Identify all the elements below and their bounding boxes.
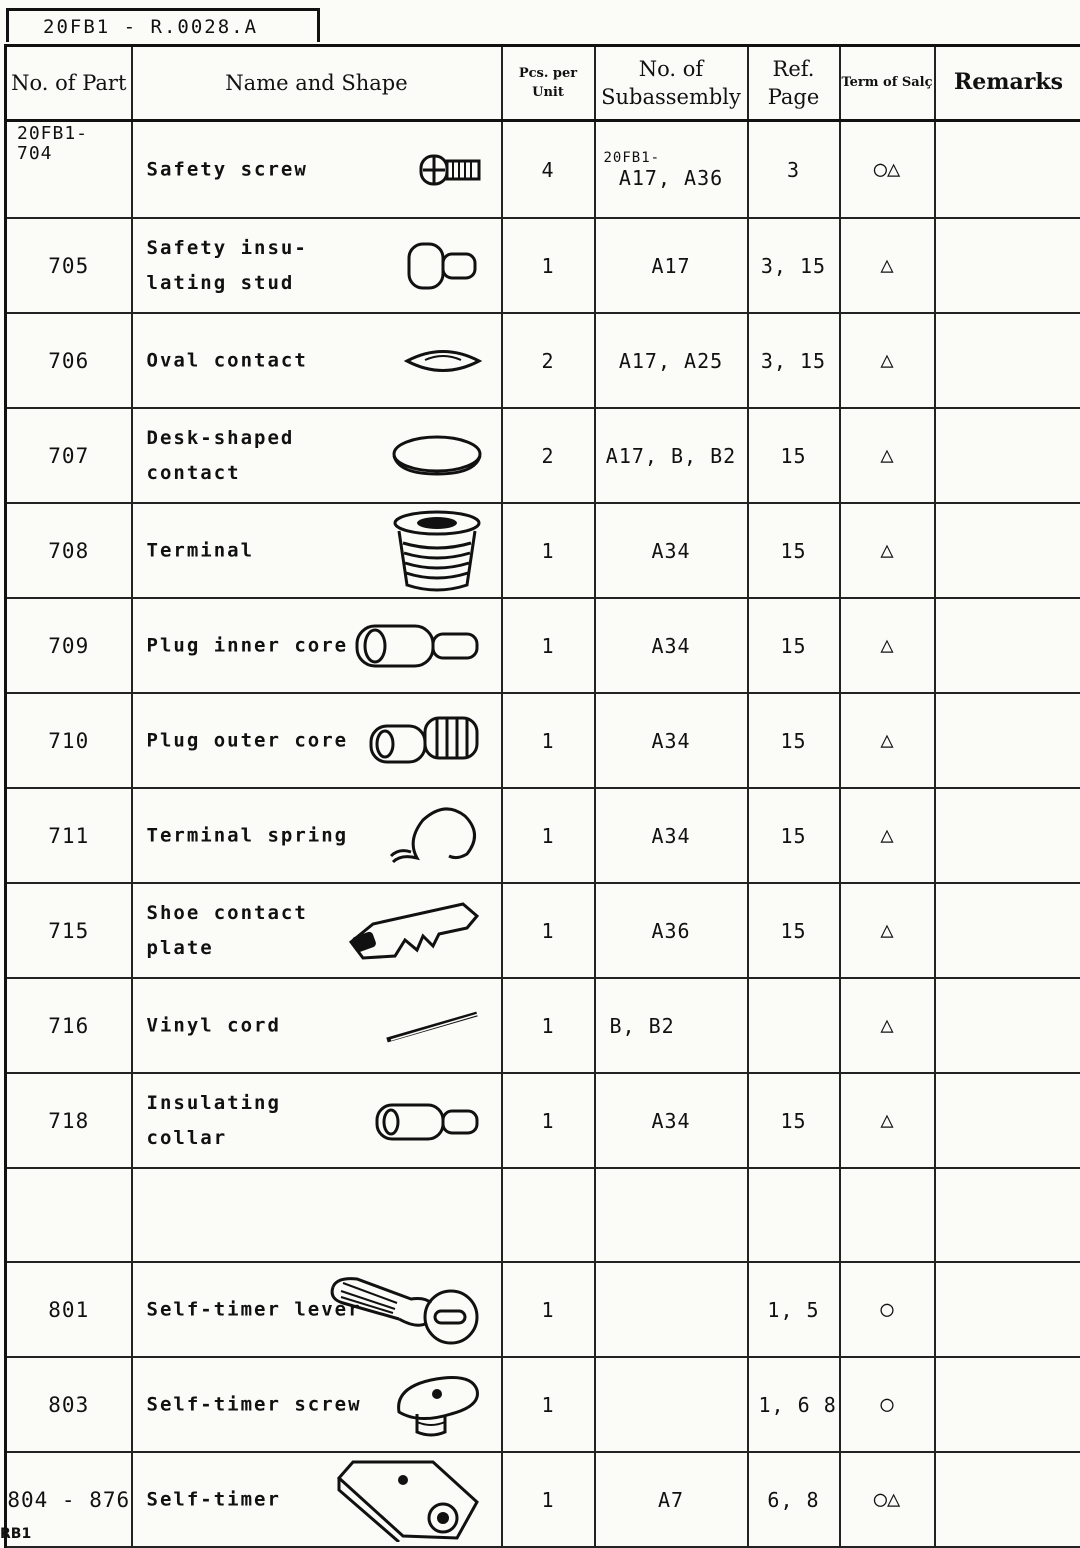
subassembly: A34 bbox=[595, 598, 748, 693]
pcs-per-unit: 1 bbox=[502, 218, 595, 313]
remarks bbox=[935, 598, 1080, 693]
table-row bbox=[6, 503, 1080, 598]
pcs-per-unit: 1 bbox=[502, 1357, 595, 1452]
part-number: 716 bbox=[6, 978, 132, 1073]
subassembly: B, B2 bbox=[595, 978, 748, 1073]
term-of-sale: ○△ bbox=[840, 1452, 935, 1547]
remarks bbox=[935, 1073, 1080, 1168]
header-subassembly: No. of Subassembly bbox=[595, 46, 748, 121]
part-name-cell bbox=[132, 693, 502, 788]
blank-cell bbox=[502, 1168, 595, 1262]
insulating-stud-icon bbox=[403, 238, 483, 294]
part-name: Oval contact bbox=[147, 343, 367, 378]
pcs-per-unit: 2 bbox=[502, 313, 595, 408]
term-of-sale: △ bbox=[840, 693, 935, 788]
part-name-cell bbox=[132, 1073, 502, 1168]
part-name-cell bbox=[132, 313, 502, 408]
term-of-sale: △ bbox=[840, 408, 935, 503]
part-name: Plug inner core bbox=[147, 628, 367, 663]
table-row bbox=[6, 883, 1080, 978]
plug-inner-core-icon bbox=[353, 620, 483, 672]
disk-contact-icon bbox=[391, 434, 483, 478]
pcs-per-unit: 1 bbox=[502, 1073, 595, 1168]
plug-outer-core-icon bbox=[367, 712, 483, 770]
part-number: 803 bbox=[6, 1357, 132, 1452]
vinyl-cord-icon bbox=[383, 1006, 483, 1046]
pcs-per-unit: 1 bbox=[502, 1262, 595, 1357]
header-remarks: Remarks bbox=[935, 46, 1080, 121]
part-number: 711 bbox=[6, 788, 132, 883]
pcs-per-unit: 1 bbox=[502, 883, 595, 978]
ref-page: 3, 15 bbox=[748, 218, 840, 313]
part-name: Insulating collar bbox=[147, 1086, 367, 1156]
remarks bbox=[935, 978, 1080, 1073]
pcs-per-unit: 4 bbox=[502, 121, 595, 219]
remarks bbox=[935, 503, 1080, 598]
pcs-per-unit: 1 bbox=[502, 978, 595, 1073]
remarks bbox=[935, 883, 1080, 978]
pcs-per-unit: 1 bbox=[502, 693, 595, 788]
ref-page: 1, 6 8 bbox=[748, 1357, 840, 1452]
subassembly: A7 bbox=[595, 1452, 748, 1547]
part-name-cell bbox=[132, 788, 502, 883]
table-row bbox=[6, 121, 1080, 219]
blank-cell bbox=[840, 1168, 935, 1262]
header-pcs-per-unit: Pcs. per Unit bbox=[502, 46, 595, 121]
table-header-row bbox=[6, 46, 1080, 121]
ref-page: 6, 8 bbox=[748, 1452, 840, 1547]
subassembly: A34 bbox=[595, 1073, 748, 1168]
pcs-per-unit: 2 bbox=[502, 408, 595, 503]
part-name-cell bbox=[132, 503, 502, 598]
subassembly: A34 bbox=[595, 693, 748, 788]
part-name: Safety screw bbox=[147, 152, 367, 187]
table-row bbox=[6, 693, 1080, 788]
part-name: Vinyl cord bbox=[147, 1008, 367, 1043]
part-name: Self-timer screw bbox=[147, 1387, 367, 1422]
self-timer-lever-icon bbox=[327, 1273, 483, 1347]
part-name: Terminal bbox=[147, 533, 367, 568]
table-row bbox=[6, 408, 1080, 503]
term-of-sale: △ bbox=[840, 788, 935, 883]
part-number: 706 bbox=[6, 313, 132, 408]
blank-row bbox=[6, 1168, 1080, 1262]
remarks bbox=[935, 788, 1080, 883]
part-name: Terminal spring bbox=[147, 818, 377, 853]
subassembly: A17, B, B2 bbox=[595, 408, 748, 503]
ref-page: 15 bbox=[748, 1073, 840, 1168]
table-row bbox=[6, 1357, 1080, 1452]
safety-screw-icon bbox=[419, 153, 483, 187]
table-row bbox=[6, 218, 1080, 313]
term-of-sale: ○△ bbox=[840, 121, 935, 219]
remarks bbox=[935, 1262, 1080, 1357]
part-number: 804 - 876 bbox=[6, 1452, 132, 1547]
header-name-shape: Name and Shape bbox=[132, 46, 502, 121]
subassembly: A36 bbox=[595, 883, 748, 978]
ref-page: 15 bbox=[748, 598, 840, 693]
table-row bbox=[6, 978, 1080, 1073]
blank-cell bbox=[935, 1168, 1080, 1262]
subassembly: A34 bbox=[595, 503, 748, 598]
part-number: 707 bbox=[6, 408, 132, 503]
part-name-cell bbox=[132, 408, 502, 503]
term-of-sale: △ bbox=[840, 598, 935, 693]
document-id: 20FB1 - R.0028.A bbox=[6, 8, 320, 42]
subassembly-prefix: 20FB1- bbox=[596, 150, 747, 166]
subassembly bbox=[595, 1357, 748, 1452]
ref-page: 1, 5 bbox=[748, 1262, 840, 1357]
part-name: Safety insu- lating stud bbox=[147, 231, 367, 301]
self-timer-screw-icon bbox=[391, 1370, 483, 1440]
header-ref-page: Ref. Page bbox=[748, 46, 840, 121]
shoe-contact-plate-icon bbox=[343, 900, 483, 962]
part-number: 708 bbox=[6, 503, 132, 598]
part-name-cell bbox=[132, 121, 502, 219]
blank-cell bbox=[595, 1168, 748, 1262]
pcs-per-unit: 1 bbox=[502, 503, 595, 598]
subassembly bbox=[595, 1262, 748, 1357]
insulating-collar-icon bbox=[373, 1099, 483, 1143]
part-name: Shoe contact plate bbox=[147, 896, 367, 966]
remarks bbox=[935, 121, 1080, 219]
terminal-icon bbox=[391, 509, 483, 593]
ref-page: 15 bbox=[748, 503, 840, 598]
remarks bbox=[935, 693, 1080, 788]
remarks bbox=[935, 218, 1080, 313]
blank-cell bbox=[748, 1168, 840, 1262]
part-name-cell bbox=[132, 978, 502, 1073]
table-row bbox=[6, 1262, 1080, 1357]
terminal-spring-icon bbox=[387, 804, 483, 868]
term-of-sale: ○ bbox=[840, 1262, 935, 1357]
part-number: 705 bbox=[6, 218, 132, 313]
table-row bbox=[6, 1452, 1080, 1547]
subassembly: A17, A25 bbox=[595, 313, 748, 408]
self-timer-icon bbox=[333, 1458, 483, 1542]
ref-page: 3 bbox=[748, 121, 840, 219]
part-number: 710 bbox=[6, 693, 132, 788]
part-number: 715 bbox=[6, 883, 132, 978]
pcs-per-unit: 1 bbox=[502, 1452, 595, 1547]
part-name-cell bbox=[132, 1357, 502, 1452]
part-name-cell bbox=[132, 883, 502, 978]
subassembly: A17 bbox=[595, 218, 748, 313]
part-name: Plug outer core bbox=[147, 723, 367, 758]
part-name: Self-timer lever bbox=[147, 1292, 367, 1327]
subassembly-value: A17, A36 bbox=[619, 166, 723, 190]
part-name-cell bbox=[132, 218, 502, 313]
table-row bbox=[6, 1073, 1080, 1168]
term-of-sale: ○ bbox=[840, 1357, 935, 1452]
subassembly: A34 bbox=[595, 788, 748, 883]
term-of-sale: △ bbox=[840, 313, 935, 408]
part-name: Desk-shaped contact bbox=[147, 421, 367, 491]
ref-page: 15 bbox=[748, 788, 840, 883]
part-name: Self-timer bbox=[147, 1482, 367, 1517]
pcs-per-unit: 1 bbox=[502, 598, 595, 693]
term-of-sale: △ bbox=[840, 503, 935, 598]
ref-page bbox=[748, 978, 840, 1073]
part-number: 709 bbox=[6, 598, 132, 693]
pcs-per-unit: 1 bbox=[502, 788, 595, 883]
term-of-sale: △ bbox=[840, 978, 935, 1073]
ref-page: 15 bbox=[748, 408, 840, 503]
part-number: 718 bbox=[6, 1073, 132, 1168]
part-number: 801 bbox=[6, 1262, 132, 1357]
oval-contact-icon bbox=[403, 346, 483, 376]
blank-cell bbox=[6, 1168, 132, 1262]
remarks bbox=[935, 408, 1080, 503]
part-number: 20FB1- 704 bbox=[6, 121, 132, 219]
remarks bbox=[935, 313, 1080, 408]
remarks bbox=[935, 1357, 1080, 1452]
header-part-no: No. of Part bbox=[6, 46, 132, 121]
ref-page: 3, 15 bbox=[748, 313, 840, 408]
table-row bbox=[6, 788, 1080, 883]
blank-cell bbox=[132, 1168, 502, 1262]
subassembly bbox=[595, 121, 748, 219]
ref-page: 15 bbox=[748, 883, 840, 978]
term-of-sale: △ bbox=[840, 1073, 935, 1168]
part-name-cell bbox=[132, 1452, 502, 1547]
remarks bbox=[935, 1452, 1080, 1547]
table-row bbox=[6, 313, 1080, 408]
term-of-sale: △ bbox=[840, 218, 935, 313]
ref-page: 15 bbox=[748, 693, 840, 788]
footer-mark: RB1 bbox=[0, 1526, 31, 1542]
parts-table bbox=[4, 44, 1080, 1548]
table-row bbox=[6, 598, 1080, 693]
part-name-cell bbox=[132, 1262, 502, 1357]
part-name-cell bbox=[132, 598, 502, 693]
header-term-of-sale: Term of Salç bbox=[840, 46, 935, 121]
term-of-sale: △ bbox=[840, 883, 935, 978]
